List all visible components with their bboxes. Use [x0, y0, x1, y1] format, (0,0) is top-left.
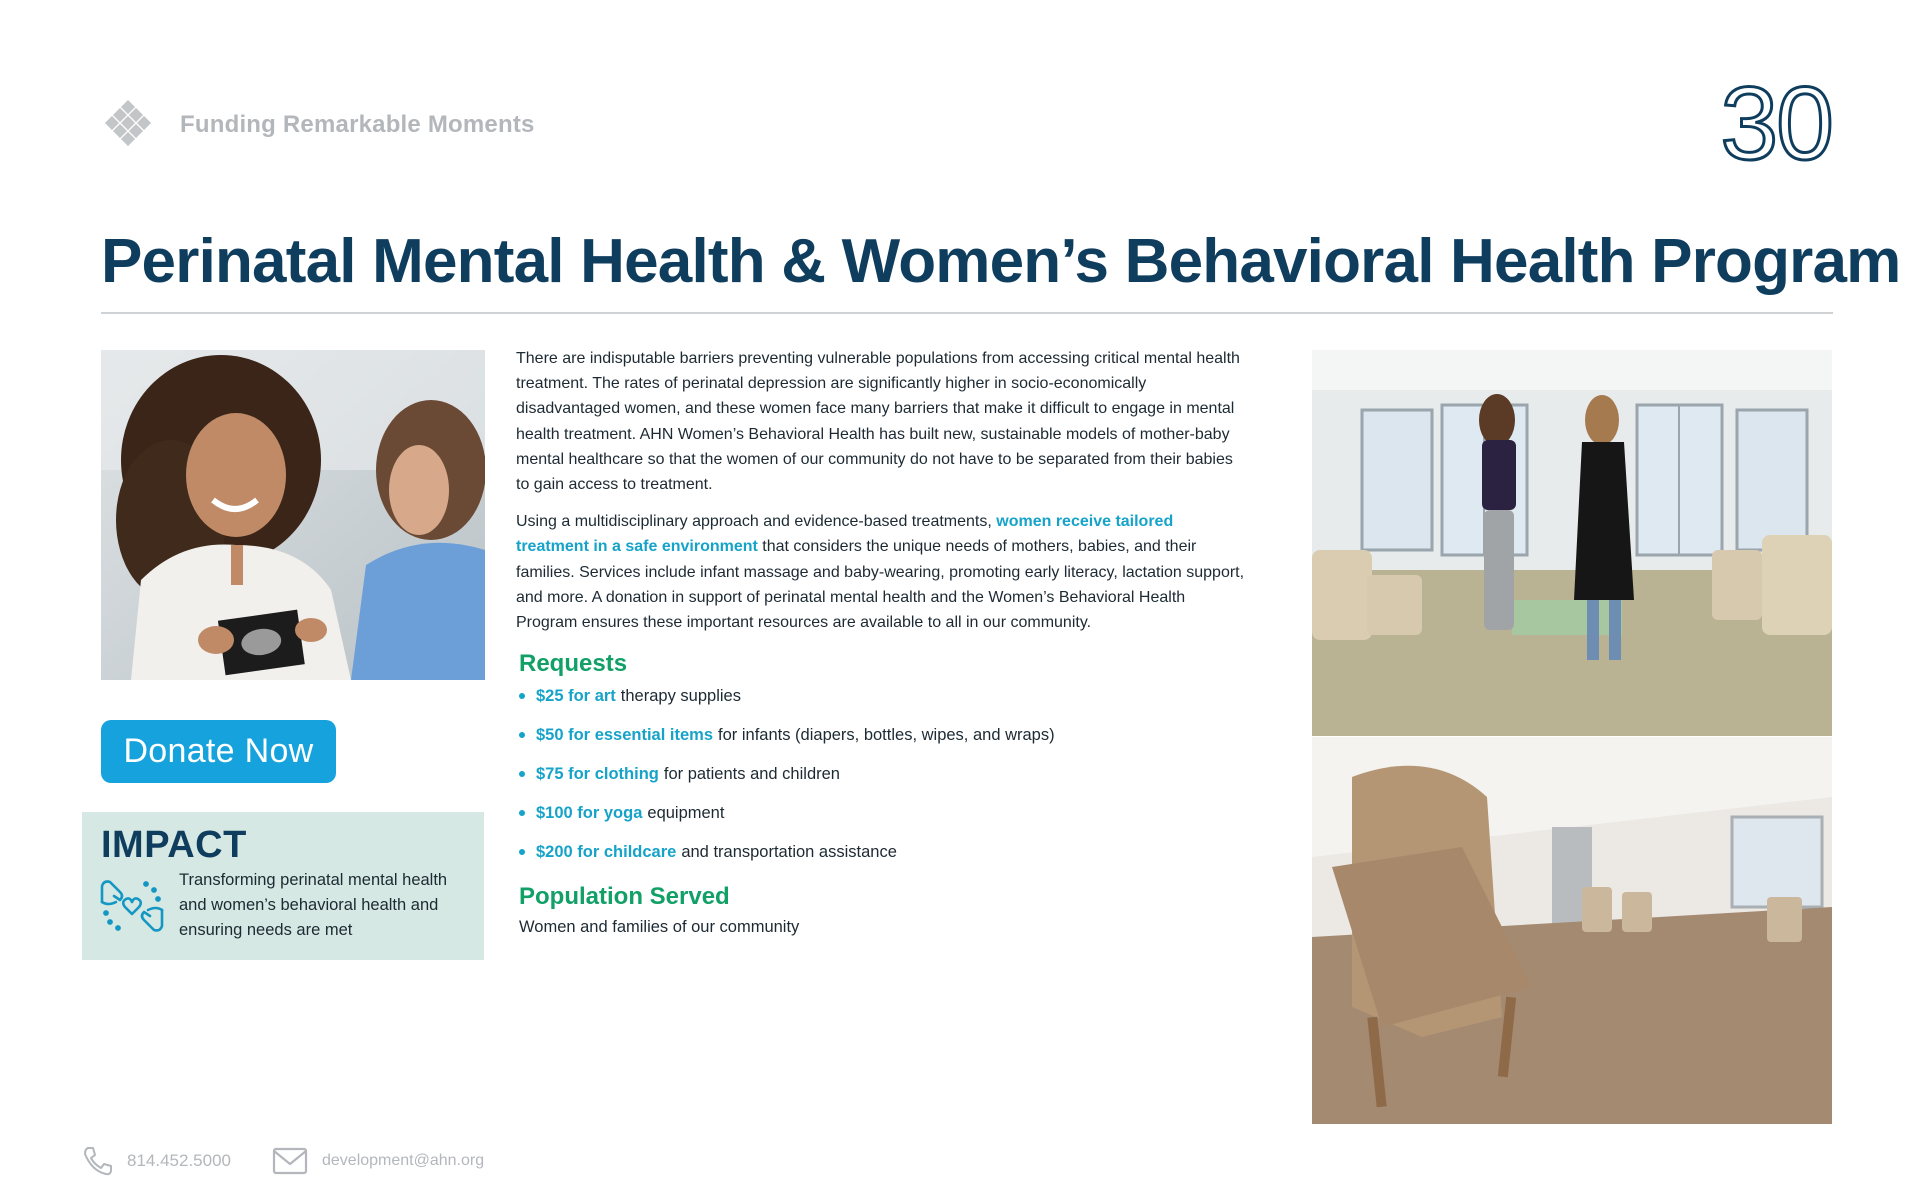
page-number: 30 [1720, 66, 1832, 182]
body-paragraph-1: There are indisputable barriers preventing vulnerable populations from accessing critical mental health treatment. The rates of perinatal depression are significantly higher in socio-economically disadvantaged women, and these women face many barriers that make it difficult to engage in mental health treatment. AHN Women’s Behavioral Health has built new, sustainable models of mother-baby mental healthcare so that the women of our community do not have to be separated from their babies to gain access to treatment. [516, 350, 1240, 494]
donate-now-button[interactable]: Donate Now [101, 720, 336, 783]
paragraph-2-lead: Using a multidisciplinary approach and evidence-based treatments, [516, 513, 997, 531]
request-item [519, 839, 1055, 878]
request-item [519, 683, 1055, 722]
paragraph-2-highlight: women receive tailored treatment in a safe environment [516, 513, 1174, 556]
requests-list [519, 683, 1055, 878]
bullet-icon [519, 810, 525, 816]
request-detail: and transportation assistance [681, 843, 897, 861]
footer-email[interactable]: development@ahn.org [322, 1152, 485, 1169]
body-text [516, 346, 1246, 647]
paragraph-2-rest: that considers the unique needs of mothers, babies, and their families. Services include infant massage and baby-wearing, promoting early literacy, lactation support, and more. A donation in support of perinatal mental health and the Women’s Behavioral Health Program ensures these important resources are available to all in our community. [516, 538, 1245, 632]
requests-heading: Requests [519, 650, 628, 677]
brand-logo-icon [101, 100, 155, 154]
page-title: Perinatal Mental Health & Women’s Behavioral Health Program [101, 227, 1901, 296]
request-detail: for patients and children [663, 765, 840, 783]
header-brand: Funding Remarkable Moments [180, 111, 535, 138]
request-item [519, 722, 1055, 761]
title-divider [101, 312, 1833, 314]
hands-heart-icon [98, 872, 166, 940]
population-heading: Population Served [519, 883, 730, 910]
request-amount: $50 for essential items [536, 726, 714, 744]
phone-icon [82, 1145, 114, 1177]
request-amount: $25 for art [536, 687, 616, 705]
mail-icon [272, 1147, 308, 1175]
request-amount: $200 for childcare [536, 843, 677, 861]
bullet-icon [519, 771, 525, 777]
impact-heading: IMPACT [101, 824, 247, 866]
bullet-icon [519, 849, 525, 855]
request-item [519, 800, 1055, 839]
lounge-conversation-photo [1312, 350, 1832, 736]
ultrasound-consultation-photo [101, 350, 485, 680]
request-detail: for infants (diapers, bottles, wipes, and wraps) [718, 726, 1055, 744]
body-paragraph-2 [516, 509, 1246, 635]
population-text: Women and families of our community [519, 918, 800, 936]
bullet-icon [519, 693, 525, 699]
request-detail: therapy supplies [620, 687, 741, 705]
request-amount: $100 for yoga [536, 804, 643, 822]
lounge-armchair-photo [1312, 737, 1832, 1124]
impact-text: Transforming perinatal mental health and women’s behavioral health and ensuring needs are met [179, 871, 448, 939]
footer-phone[interactable]: 814.452.5000 [127, 1151, 231, 1170]
request-detail: equipment [647, 804, 725, 822]
request-item [519, 761, 1055, 800]
impact-box [82, 812, 484, 960]
request-amount: $75 for clothing [536, 765, 659, 783]
bullet-icon [519, 732, 525, 738]
